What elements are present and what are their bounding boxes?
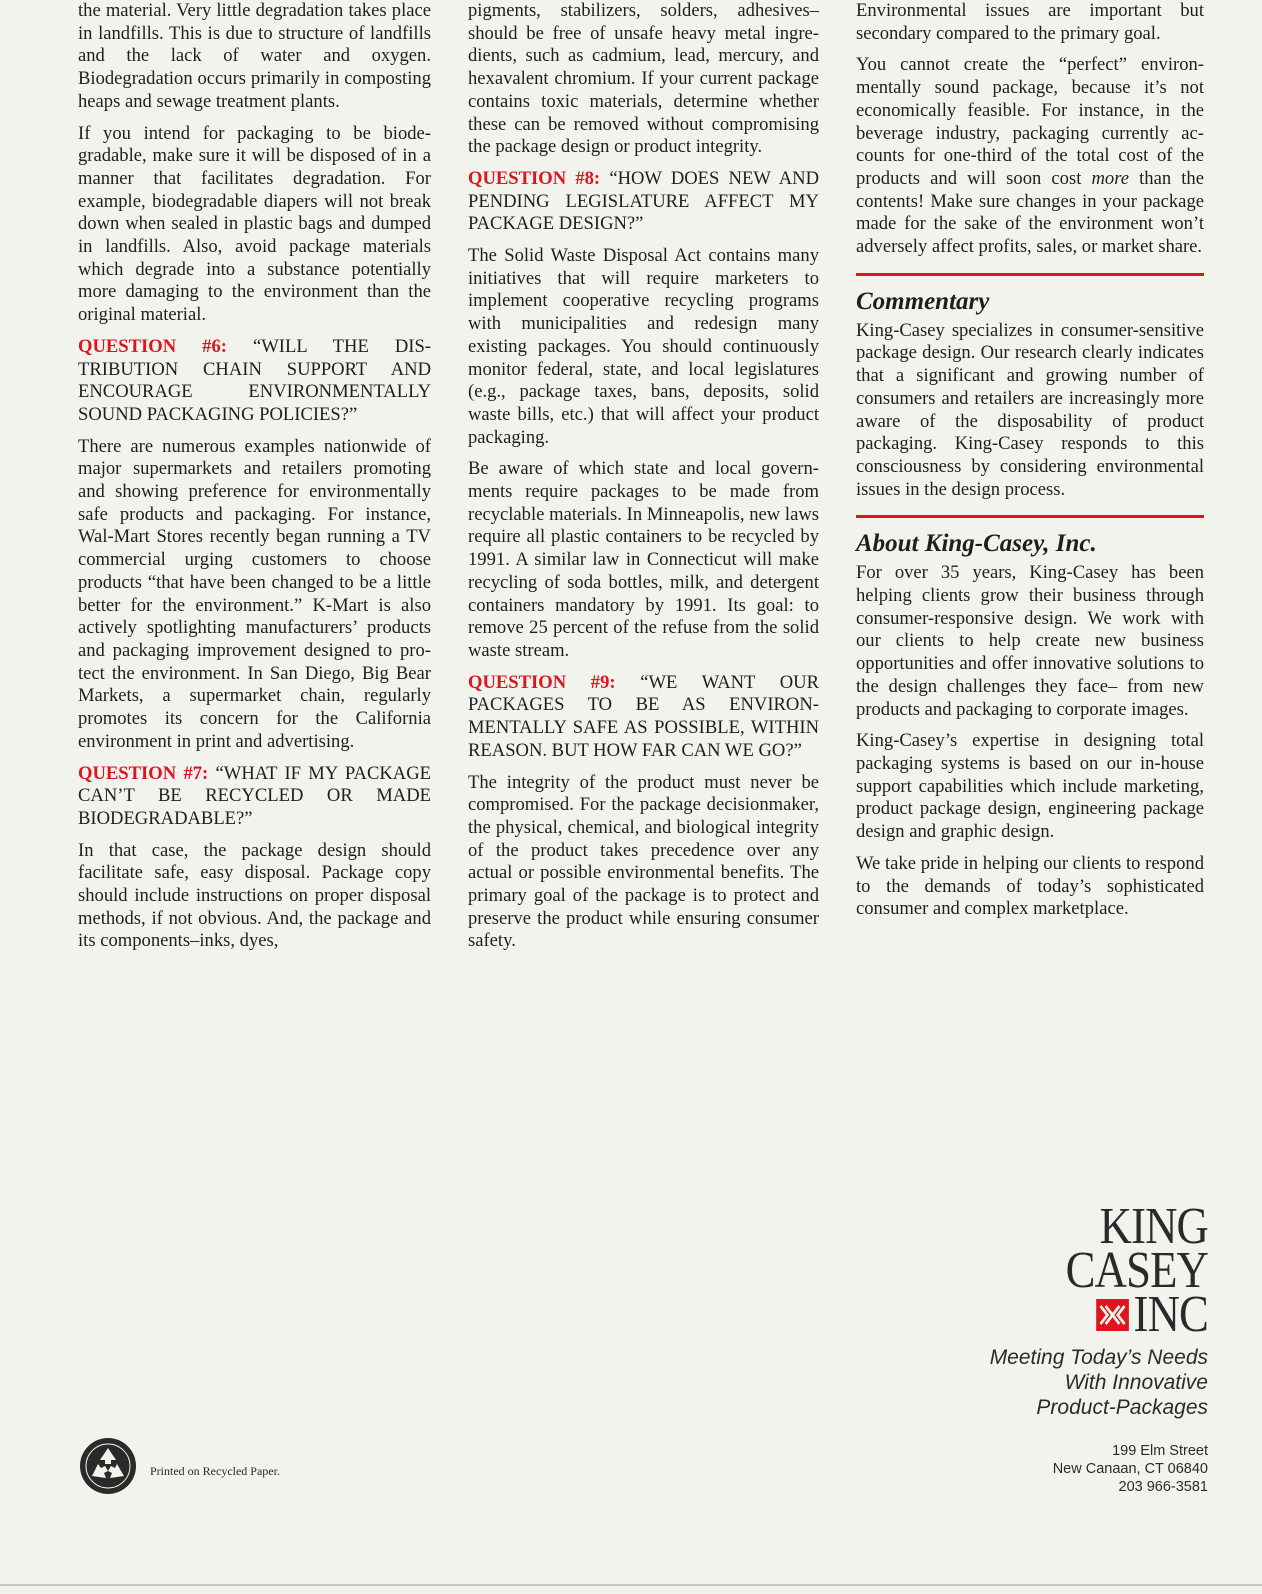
question-label: QUESTION #9: (468, 671, 616, 693)
logo-inc-text: INC (1133, 1286, 1208, 1343)
logo-line-inc (978, 1286, 1208, 1343)
column-3 (856, 0, 1204, 930)
logo-line-casey: CASEY (1065, 1242, 1208, 1299)
question-label: QUESTION #7: (78, 762, 209, 784)
question-label: QUESTION #6: (78, 335, 227, 357)
company-logo-block (940, 1198, 1208, 1496)
question-text: “WE WANT OUR PACKAGES TO BE AS ENVIRONMENTALLY SAFE AS POSSIBLE, WITHIN REASON. BUT HOW FAR CAN WE GO?” (468, 671, 819, 761)
paragraph: The integrity of the product must never be compromised. For the package decisionmaker, the physical, chemical, and biological integrity of the product takes precedence over any actual or possible environmental benefits. The primary goal of the package is to protect and preserve the product while ensuring consumer safety. (468, 771, 819, 952)
commentary-heading: Commentary (856, 287, 990, 315)
emphasis-text: more (1091, 167, 1130, 189)
question-9 (468, 672, 819, 763)
paragraph: the material. Very little degradation takes place in landfills. This is due to structure of landfills and the lack of water and oxygen. Biodegradation occurs primarily in composting heaps and sewage treatment plants. (78, 0, 431, 112)
logo-mark-icon (1096, 1298, 1130, 1332)
paragraph: We take pride in helping our clients to respond to the demands of today’s sophisticated consumer and complex marketplace. (856, 852, 1204, 920)
question-8 (468, 168, 819, 236)
tagline-line: With Innovative (1064, 1371, 1208, 1394)
address (940, 1442, 1208, 1496)
column-2 (468, 0, 819, 962)
paragraph: The Solid Waste Disposal Act contains many initiatives that will require marketers to implement cooperative recycling programs with municipalities and redesign many existing packages. You should continuously monitor federal, state, and local legislatures (e.g., package taxes, bans, deposits, solid waste bills, etc.) that will affect your product packaging. (468, 245, 819, 448)
red-divider (856, 515, 1204, 518)
recycle-icon (78, 1436, 138, 1496)
paragraph (856, 54, 1204, 258)
paragraph: In that case, the package design should facilitate safe, easy disposal. Package copy should include instructions on proper disposal methods, if not obvious. And, the package and its components–inks, dyes, (78, 839, 431, 952)
question-label: QUESTION #8: (468, 167, 601, 189)
paragraph: If you intend for packaging to be biodegradable, make sure it will be disposed of in a manner that facilitates degradation. For example, biodegradable diapers will not break down when sealed in plastic bags and dumped in landfills. Also, avoid package materials which degrade into a substance potentially more damaging to the environment than the original material. (78, 122, 431, 326)
question-text: “WILL THE DISTRIBUTION CHAIN SUPPORT AND ENCOURAGE ENVIRONMENTALLY SOUND PACKAGING POLICIES?” (78, 335, 431, 425)
paragraph: King-Casey specializes in consumer-sensitive package design. Our research clearly indicates that a significant and growing number of consumers and retailers are increasingly more aware of the disposability of product packaging. King-Casey responds to this consciousness by considering environmental issues in the design process. (856, 319, 1204, 500)
about-heading: About King-Casey, Inc. (856, 530, 1097, 558)
question-6 (78, 336, 431, 427)
question-text: “HOW DOES NEW AND PENDING LEGISLATURE AFFECT MY PACKAGE DESIGN?” (468, 167, 819, 235)
paragraph: pigments, stabilizers, solders, adhesives– should be free of unsafe heavy metal ingredients, such as cadmium, lead, mercury, and hexavalent chromium. If your current package contains toxic materials, determine whether these can be removed without compromising the package design or product integrity. (468, 0, 819, 158)
page-edge (0, 1584, 1262, 1586)
red-divider (856, 273, 1204, 276)
paragraph: For over 35 years, King-Casey has been helping clients grow their business through consumer-responsive design. We work with our clients to help create new business opportunities and offer innovative solutions to the design challenges they face– from new products and packaging to corporate images. (856, 562, 1204, 720)
tagline-line: Meeting Today’s Needs (989, 1346, 1208, 1369)
paragraph: Be aware of which state and local governments require packages to be made from recyclable materials. In Minneapolis, new laws require all plastic containers to be recycled by 1991. A similar law in Connecticut will make recycling of soda bottles, milk, and detergent containers mandatory by 1991. Its goal: to remove 25 percent of the refuse from the solid waste stream. (468, 458, 819, 661)
paragraph: There are numerous examples nationwide of major supermarkets and retailers promoting and showing preference for environmentally safe products and packaging. For instance, Wal-Mart Stores recently began running a TV commercial urging customers to choose products “that have been changed to be a little better for the environment.” K-Mart is also actively spotlighting manufacturers’ products and packaging improvement designed to protect the environment. In San Diego, Big Bear Markets, a supermarket chain, regularly promotes its concern for the California environment in print and advertising. (78, 435, 431, 752)
paragraph-text: than the contents! Make sure changes in your package made for the sake of the environment won’t adversely affect profits, sales, or market share. (856, 167, 1204, 258)
logo-line-king: KING (1099, 1198, 1208, 1255)
question-text: “WHAT IF MY PACKAGE CAN’T BE RECYCLED OR MADE BIODEGRADABLE?” (78, 762, 431, 829)
address-phone: 203 966-3581 (1118, 1479, 1208, 1495)
recycled-paper-note: Printed on Recycled Paper. (150, 1464, 280, 1478)
paragraph: Environmental issues are important but secondary compared to the primary goal. (856, 0, 1204, 44)
tagline (940, 1345, 1208, 1420)
question-7 (78, 763, 431, 831)
address-street: 199 Elm Street (1112, 1443, 1208, 1459)
column-1 (78, 0, 431, 962)
tagline-line: Product-Packages (1036, 1396, 1208, 1419)
paragraph: King-Casey’s expertise in designing total packaging systems is based on our in-house support capabilities which include marketing, product package design, engineering package design and graphic design. (856, 730, 1204, 843)
paragraph-text: You cannot create the “perfect” environmentally sound package, because it’s not economically feasible. For instance, in the beverage industry, packaging currently accounts for one-third of the total cost of the products and will soon cost (856, 54, 1204, 189)
address-city: New Canaan, CT 06840 (1052, 1461, 1208, 1477)
